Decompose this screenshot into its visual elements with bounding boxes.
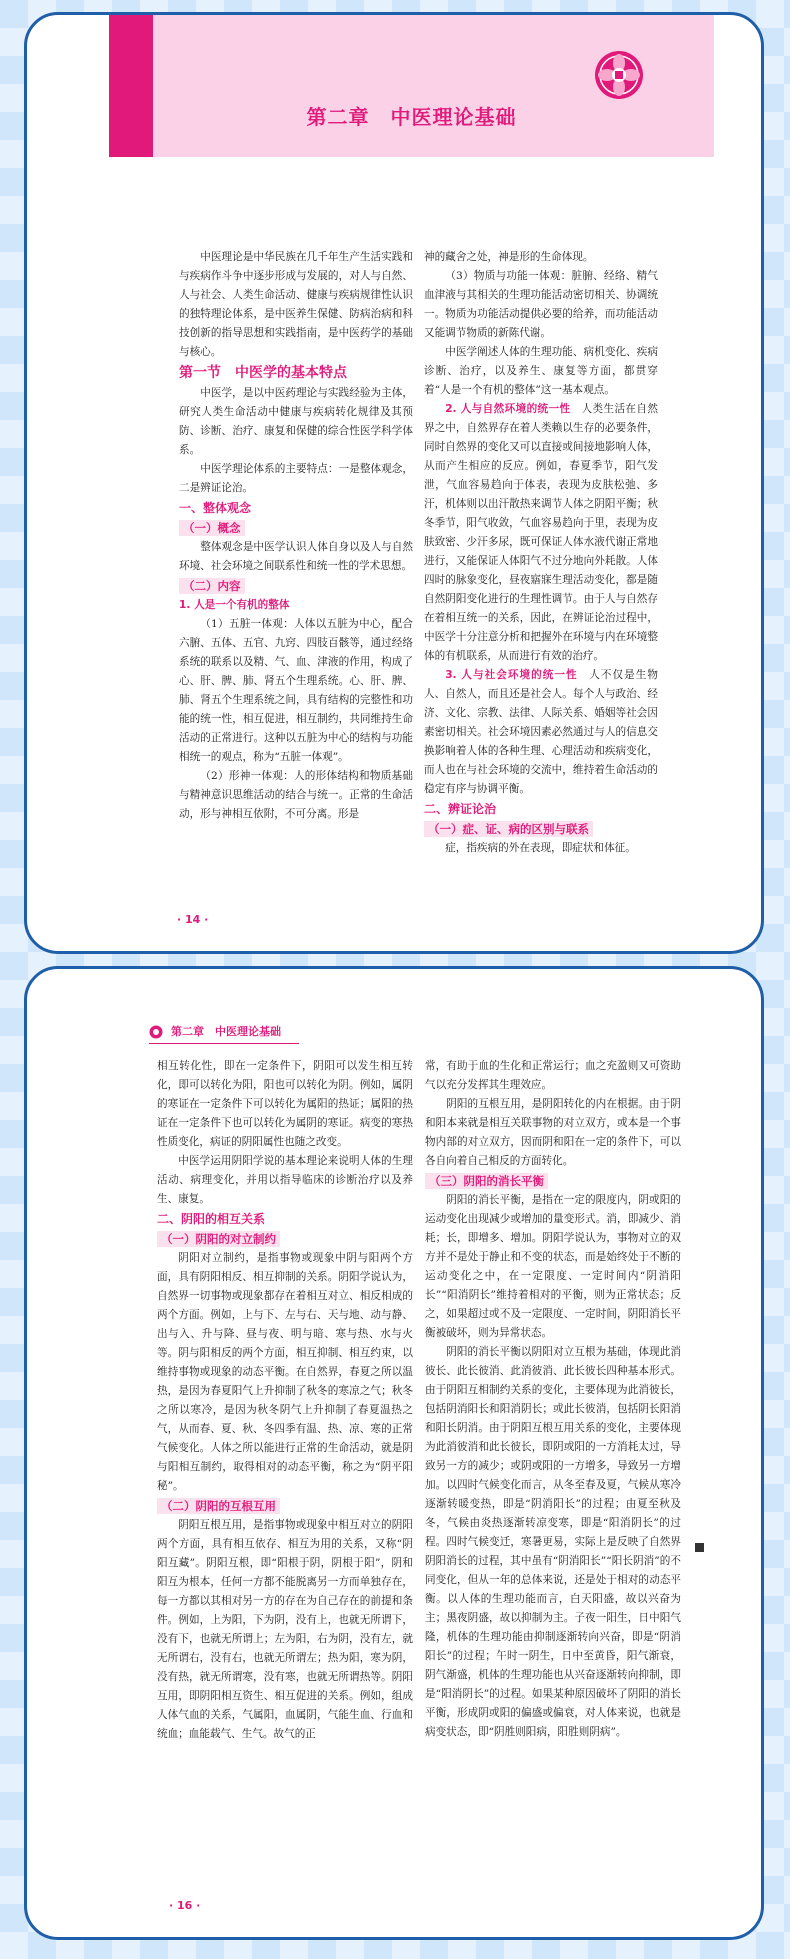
right-column — [424, 248, 658, 858]
subsection-heading: 二、阴阳的相互关系 — [157, 1212, 266, 1226]
left-column — [179, 248, 413, 824]
flower-emblem-icon — [593, 49, 645, 101]
page-card-14 — [24, 12, 764, 954]
boxed-heading: （三）阴阳的消长平衡 — [425, 1173, 548, 1189]
numbered-heading: 3. 人与社会环境的统一性 — [445, 669, 578, 681]
boxed-heading: （一）症、证、病的区别与联系 — [424, 821, 593, 837]
body-paragraph: （3）物质与功能一体观：脏腑、经络、精气血津液与其相关的生理功能活动密切相关、协调统一。物质为功能活动提供必要的给养，而功能活动又能调节物质的新陈代谢。 — [424, 270, 658, 339]
boxed-heading: （一）阴阳的对立制约 — [157, 1231, 280, 1247]
body-paragraph: 神的藏舍之处，神是形的生命体现。 — [424, 251, 594, 263]
body-paragraph: 阴阳的消长平衡以阴阳对立互根为基础，体现此消彼长、此长彼消、此消彼消、此长彼长四种基本形式。由于阴阳互相制约关系的变化，主要体现为此消彼长，包括阴消阳长和阳消阴长；或此长彼消，包括阴长阳消和阳长阴消。由于阴阳互根互用关系的变化，主要体现为此消彼消和此长彼长，即阴或阳的一方消耗太过，导致另一方的减少；或阴或阳的一方增多，导致另一方增加。以四时气候变化而言，从冬至春及夏，气候从寒冷逐渐转暖变热，即是“阴消阳长”的过程；由夏至秋及冬，气候由炎热逐渐转凉变寒，即是“阳消阴长”的过程。四时气候变迁，寒暑更易，实际上是反映了自然界阴阳消长的过程，其中虽有“阴消阳长”“阳长阴消”的不同变化，但从一年的总体来说，还是处于相对的动态平衡。以人体的生理功能而言，白天阳盛，故以兴奋为主；黑夜阴盛，故以抑制为主。子夜一阳生，日中阳气隆，机体的生理功能由抑制逐渐转向兴奋，即是“阴消阳长”的过程；午时一阴生，日中至黄昏，阳气渐衰，阴气渐盛，机体的生理功能也从兴奋逐渐转向抑制，即是“阳消阴长”的过程。如果某种原因破坏了阴阳的消长平衡，形成阴或阳的偏盛或偏衰，对人体来说，也就是病变状态，即“阴胜则阳病，阳胜则阴病”。 — [425, 1346, 681, 1738]
body-paragraph: 阴阳互根互用，是指事物或现象中相互对立的阴阳两个方面，具有相互依存、相互为用的关系，又称“阴阳互藏”。阴阳互根，即“阳根于阴，阴根于阳”，阴和阳互为根本，任何一方都不能脱离另一方而单独存在，每一方都以其相对另一方的存在为自己存在的前提和条件。例如，上为阳，下为阴，没有上，也就无所谓下，没有下，也就无所谓上；左为阳，右为阴，没有左，就无所谓右，没有右，也就无所谓左；热为阳，寒为阴，没有热，就无所谓寒，没有寒，也就无所谓热等。阴阳互用，即阴阳相互资生、相互促进的关系。例如，组成人体气血的关系，气属阳，血属阴，气能生血、行血和统血；血能载气、生气。故气的正 — [157, 1519, 413, 1740]
banner-stripe — [109, 15, 153, 157]
right-column — [425, 1057, 681, 1742]
page-number: · 16 · — [169, 1899, 201, 1912]
body-paragraph: 整体观念是中医学认识人体自身以及人与自然环境、社会环境之间联系性和统一性的学术思想。 — [179, 541, 413, 572]
body-paragraph: 中医学阐述人体的生理功能、病机变化、疾病诊断、治疗，以及养生、康复等方面，都贯穿着“人是一个有机的整体”这一基本观点。 — [424, 346, 658, 396]
numbered-heading: 1. 人是一个有机的整体 — [179, 599, 290, 611]
body-paragraph: （2）形神一体观：人的形体结构和物质基础与精神意识思维活动的结合与统一。正常的生命活动，形与神相互依附，不可分离。形是 — [179, 770, 413, 820]
boxed-heading: （二）内容 — [179, 578, 245, 594]
body-paragraph: 症，指疾病的外在表现，即症状和体征。 — [445, 842, 636, 854]
subsection-heading: 二、辨证论治 — [424, 802, 497, 816]
body-paragraph: 常，有助于血的生化和正常运行；血之充盈则又可资助气以充分发挥其生理效应。 — [425, 1060, 681, 1091]
section-heading: 第一节 中医学的基本特点 — [179, 365, 347, 381]
intro-paragraph: 中医理论是中华民族在几千年生产生活实践和与疾病作斗争中逐步形成与发展的，对人与自然、人与社会、人类生命活动、健康与疾病规律性认识的独特理论体系，是中医养生保健、防病治病和科技创新的指导思想和实践指南，是中医药学的基础与核心。 — [179, 251, 413, 358]
running-head-rule — [149, 1043, 299, 1044]
subsection-heading: 一、整体观念 — [179, 501, 252, 515]
body-paragraph: 中医学理论体系的主要特点：一是整体观念，二是辨证论治。 — [179, 463, 413, 494]
flower-small-icon — [149, 1024, 163, 1038]
running-head — [149, 1023, 689, 1041]
running-head-title: 第二章 中医理论基础 — [171, 1025, 281, 1038]
page-number: · 14 · — [177, 913, 209, 926]
body-paragraph: 阴阳的消长平衡，是指在一定的限度内，阴或阳的运动变化出现减少或增加的量变形式。消，即减少、消耗；长，即增多、增加。阴阳学说认为，事物对立的双方并不是处于静止和不变的状态，而是始终处于不断的运动变化之中，在一定限度、一定时间内“阴消阳长”“阳消阴长”维持着相对的平衡，则为正常状态；反之，如果超过或不及一定限度、一定时间，阴阳消长平衡被破坏，则为异常状态。 — [425, 1194, 681, 1339]
margin-mark-icon — [695, 1543, 704, 1552]
chapter-banner — [109, 15, 714, 157]
body-paragraph: 阴阳的互根互用，是阴阳转化的内在根据。由于阴和阳本来就是相互关联事物的对立双方，或本是一个事物内部的对立双方，因而阴和阳在一定的条件下，可以各自向着自己相反的方面转化。 — [425, 1098, 681, 1167]
body-text: 人不仅是生物人、自然人，而且还是社会人。每个人与政治、经济、文化、宗教、法律、人际关系、婚姻等社会因素密切相关。社会环境因素必然通过与人的信息交换影响着人体的各种生理、心理活动和疾病变化，而人也在与社会环境的交流中，维持着生命活动的稳定有序与协调平衡。 — [424, 669, 659, 795]
body-paragraph: （1）五脏一体观：人体以五脏为中心，配合六腑、五体、五官、九窍、四肢百骸等，通过经络系统的联系以及精、气、血、津液的作用，构成了心、肝、脾、肺、肾五个生理系统。心、肝、脾、肺、肾五个生理系统之间，具有结构的完整性和功能的统一性，相互促进，相互制约，共同维持生命活动的正常进行。这种以五脏为中心的结构与功能相统一的观点，称为“五脏一体观”。 — [179, 618, 413, 763]
boxed-heading: （二）阴阳的互根互用 — [157, 1498, 280, 1514]
boxed-heading: （一）概念 — [179, 520, 245, 536]
chapter-title: 第二章 中医理论基础 — [306, 105, 517, 129]
numbered-heading: 2. 人与自然环境的统一性 — [445, 403, 571, 415]
page-card-16 — [24, 966, 764, 1940]
body-paragraph: 中医学，是以中医药理论与实践经验为主体，研究人类生命活动中健康与疾病转化规律及其预防、诊断、治疗、康复和保健的综合性医学科学体系。 — [179, 387, 413, 456]
body-paragraph: 相互转化性，即在一定条件下，阴阳可以发生相互转化，即可以转化为阳，阳也可以转化为阴。例如，属阴的寒证在一定条件下可以转化为属阳的热证；属阳的热证在一定条件下也可以转化为属阴的寒证。病变的寒热性质变化，病证的阴阳属性也随之改变。 — [157, 1060, 413, 1148]
body-paragraph: 阴阳对立制约，是指事物或现象中阴与阳两个方面，具有阴阳相反、相互抑制的关系。阴阳学说认为，自然界一切事物或现象都存在着相互对立、相反相成的两个方面。例如，上与下、左与右、天与地、动与静、出与入、升与降、昼与夜、明与暗、寒与热、水与火等。阴与阳相反的两个方面，相互抑制、相互约束，以维持事物或现象的动态平衡。在自然界，春夏之所以温热，是因为春夏阳气上升抑制了秋冬的寒凉之气；秋冬之所以寒冷，是因为秋冬阴气上升抑制了春夏温热之气，从而春、夏、秋、冬四季有温、热、凉、寒的正常气候变化。人体之所以能进行正常的生命活动，就是阴与阳相互制约，取得相对的动态平衡，称之为“阴平阳秘”。 — [157, 1252, 413, 1492]
left-column — [157, 1057, 413, 1744]
body-paragraph: 中医学运用阴阳学说的基本理论来说明人体的生理活动、病理变化，并用以指导临床的诊断治疗以及养生、康复。 — [157, 1155, 413, 1205]
body-text: 人类生活在自然界之中，自然界存在着人类赖以生存的必要条件，同时自然界的变化又可以直接或间接地影响人体，从而产生相应的反应。例如，春夏季节，阳气发泄，气血容易趋向于体表，表现为皮肤松弛、多汗，机体则以出汗散热来调节人体之阴阳平衡；秋冬季节，阳气收敛，气血容易趋向于里，表现为皮肤致密、少汗多尿，既可保证人体水液代谢正常地进行，又能保证人体阳气不过分地向外耗散。人体四时的脉象变化，昼夜寤寐生理活动变化，都是随自然阴阳变化进行的生理性调节。由于人与自然存在着相互统一的关系，因此，在辨证论治过程中，中医学十分注意分析和把握外在环境与内在环境整体的有机联系，从而进行有效的治疗。 — [424, 403, 658, 662]
